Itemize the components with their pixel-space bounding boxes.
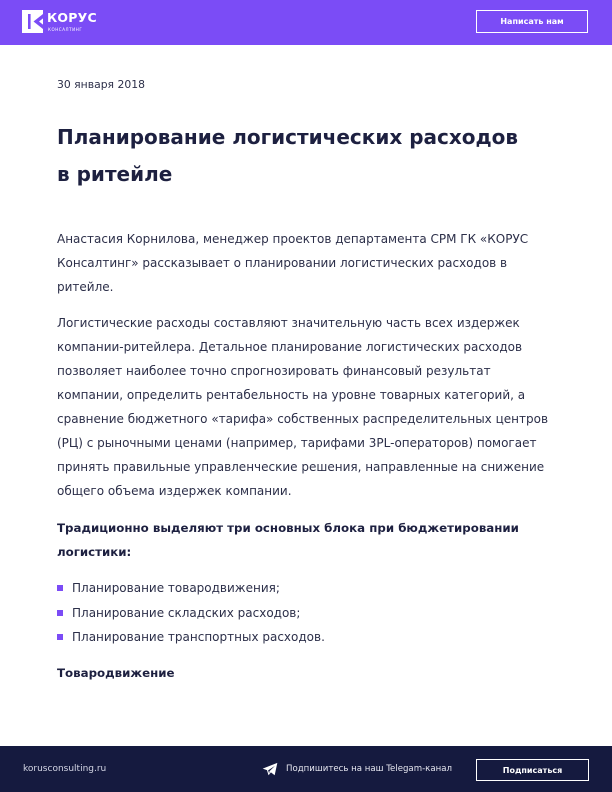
lead-paragraph [57,516,519,564]
article-title [57,119,518,193]
body-paragraph [57,311,548,503]
list-item-text: Планирование товародвижения; [72,581,280,595]
list-item-text: Планирование транспортных расходов. [72,630,325,644]
title-line: в ритейле [57,162,173,186]
intro-line: Анастасия Корнилова, менеджер проектов департамента CPM ГК «КОРУС [57,232,529,246]
lead-line: логистики: [57,545,132,559]
body-line: позволяет наиболее точно спрогнозировать финансовый результат [57,364,491,378]
logo-subtitle: КОНСАЛТИНГ [48,27,83,32]
bullet-icon [57,634,63,640]
intro-line: ритейле. [57,280,114,294]
body-line: (РЦ) с рыночными ценами (например, тарифами 3PL-операторов) помогает [57,436,537,450]
body-line: общего объема издержек компании. [57,484,292,498]
body-line: компании, определить рентабельность на уровне товарных категорий, а [57,388,526,402]
body-line: сравнение бюджетного «тарифа» собственных распределительных центров [57,412,549,426]
body-line: компании-ритейлера. Детальное планирование логистических расходов [57,340,523,354]
bullet-icon [57,610,63,616]
list-item-text: Планирование складских расходов; [72,605,301,620]
logo-wordmark: КОРУС [47,10,97,25]
section-subheading: Товародвижение [57,666,175,680]
site-link[interactable]: korusconsulting.ru [23,764,107,774]
write-to-us-button[interactable]: Написать нам [476,10,588,33]
title-line: Планирование логистических расходов [57,125,519,149]
intro-paragraph [57,227,528,299]
bullet-icon [57,585,63,591]
logo[interactable] [22,10,102,34]
body-line: Логистические расходы составляют значительную часть всех издержек [57,316,520,330]
site-footer [0,746,612,792]
article-date: 30 января 2018 [57,78,145,91]
site-header [0,0,612,45]
intro-line: Консалтинг» рассказывает о планировании логистических расходов в [57,256,508,270]
body-line: принять правильные управленческие решения, направленные на снижение [57,460,545,474]
telegram-icon[interactable] [262,762,278,777]
korus-logo-icon [22,10,43,33]
telegram-subscribe-link[interactable]: Подпишитесь на наш Telegam-канал [286,764,453,774]
lead-line: Традиционно выделяют три основных блока при бюджетировании [57,521,519,535]
subscribe-button[interactable]: Подписаться [476,759,589,781]
